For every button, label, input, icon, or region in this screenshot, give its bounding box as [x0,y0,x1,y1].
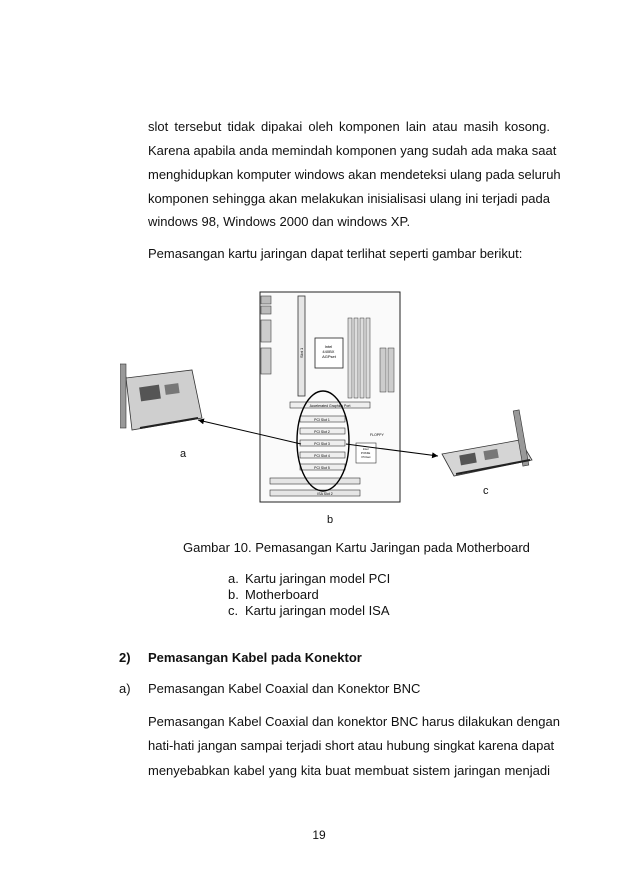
piix-line-2: PIIX4E [360,451,371,455]
legend-marker-b: b. [228,587,239,602]
section2-title: Pemasangan Kabel pada Konektor [148,650,362,665]
legend-marker-a: a. [228,571,239,586]
isa-slot-label: ISA Slot 2 [317,492,333,496]
pci-slot-1-label: PCI Slot 1 [314,418,330,422]
legend-text-c: Kartu jaringan model ISA [245,603,390,618]
pci-slot-2-label: PCI Slot 2 [314,430,330,434]
legend-item-c [228,603,390,619]
pci-network-card-image [120,364,202,430]
pci-slot-3-label: PCI Slot 3 [314,442,330,446]
figure-illustration [120,278,560,528]
paragraph1-line-1: slot tersebut tidak dipakai oleh komponen lain atau masih kosong. [148,119,550,134]
legend-marker-c: c. [228,603,239,618]
page-number: 19 [312,828,326,842]
paragraph1-line-4: komponen sehingga akan melakukan inisialisasi ulang ini terjadi pada [148,191,550,206]
figure-network-card-installation [120,278,560,528]
paragraph2-line-2: hati-hati jangan sampai terjadi short atau hubung singkat karena dapat [148,738,555,753]
paragraph2-line-3: menyebabkan kabel yang kita buat membuat sistem jaringan menjadi [148,763,550,778]
pci-slot-5-label: PCI Slot 5 [314,466,330,470]
slot1-label: Slot 1 [299,347,304,358]
legend-text-a: Kartu jaringan model PCI [245,571,391,586]
subsection-a-title: Pemasangan Kabel Coaxial dan Konektor BNC [148,681,421,696]
floppy-label: FLOPPY [370,433,384,437]
legend-item-a [228,571,390,587]
section2-number: 2) [119,650,131,665]
motherboard-image [260,292,400,502]
paragraph1-line-3: menghidupkan komputer windows akan mendeteksi ulang pada seluruh [148,167,561,182]
paragraph1-line-5: windows 98, Windows 2000 dan windows XP. [148,214,411,229]
legend-item-b [228,587,319,603]
figure-intro: Pemasangan kartu jaringan dapat terlihat seperti gambar berikut: [148,246,523,261]
figure-label-b: b [327,514,334,526]
subsection-a-marker: a) [119,681,131,696]
isa-network-card-image [442,410,532,476]
paragraph1-line-2: Karena apabila anda memindah komponen yang sudah ada maka saat [148,143,557,158]
figure-label-c: c [483,485,489,497]
legend-text-b: Motherboard [245,587,319,602]
chipset-line-1: Intel [324,344,333,349]
chipset-line-2: 440BX [322,349,335,354]
figure-caption: Gambar 10. Pemasangan Kartu Jaringan pada Motherboard [183,540,530,555]
piix-line-3: PCIset [361,455,371,459]
pci-slot-4-label: PCI Slot 4 [314,454,330,458]
figure-label-a: a [180,448,187,460]
paragraph2-line-1: Pemasangan Kabel Coaxial dan konektor BNC harus dilakukan dengan [148,714,560,729]
chipset-line-3: AGPset [322,354,336,359]
agp-label: Accelerated Graphics Port [309,404,351,408]
piix-line-1: Intel [362,447,369,451]
